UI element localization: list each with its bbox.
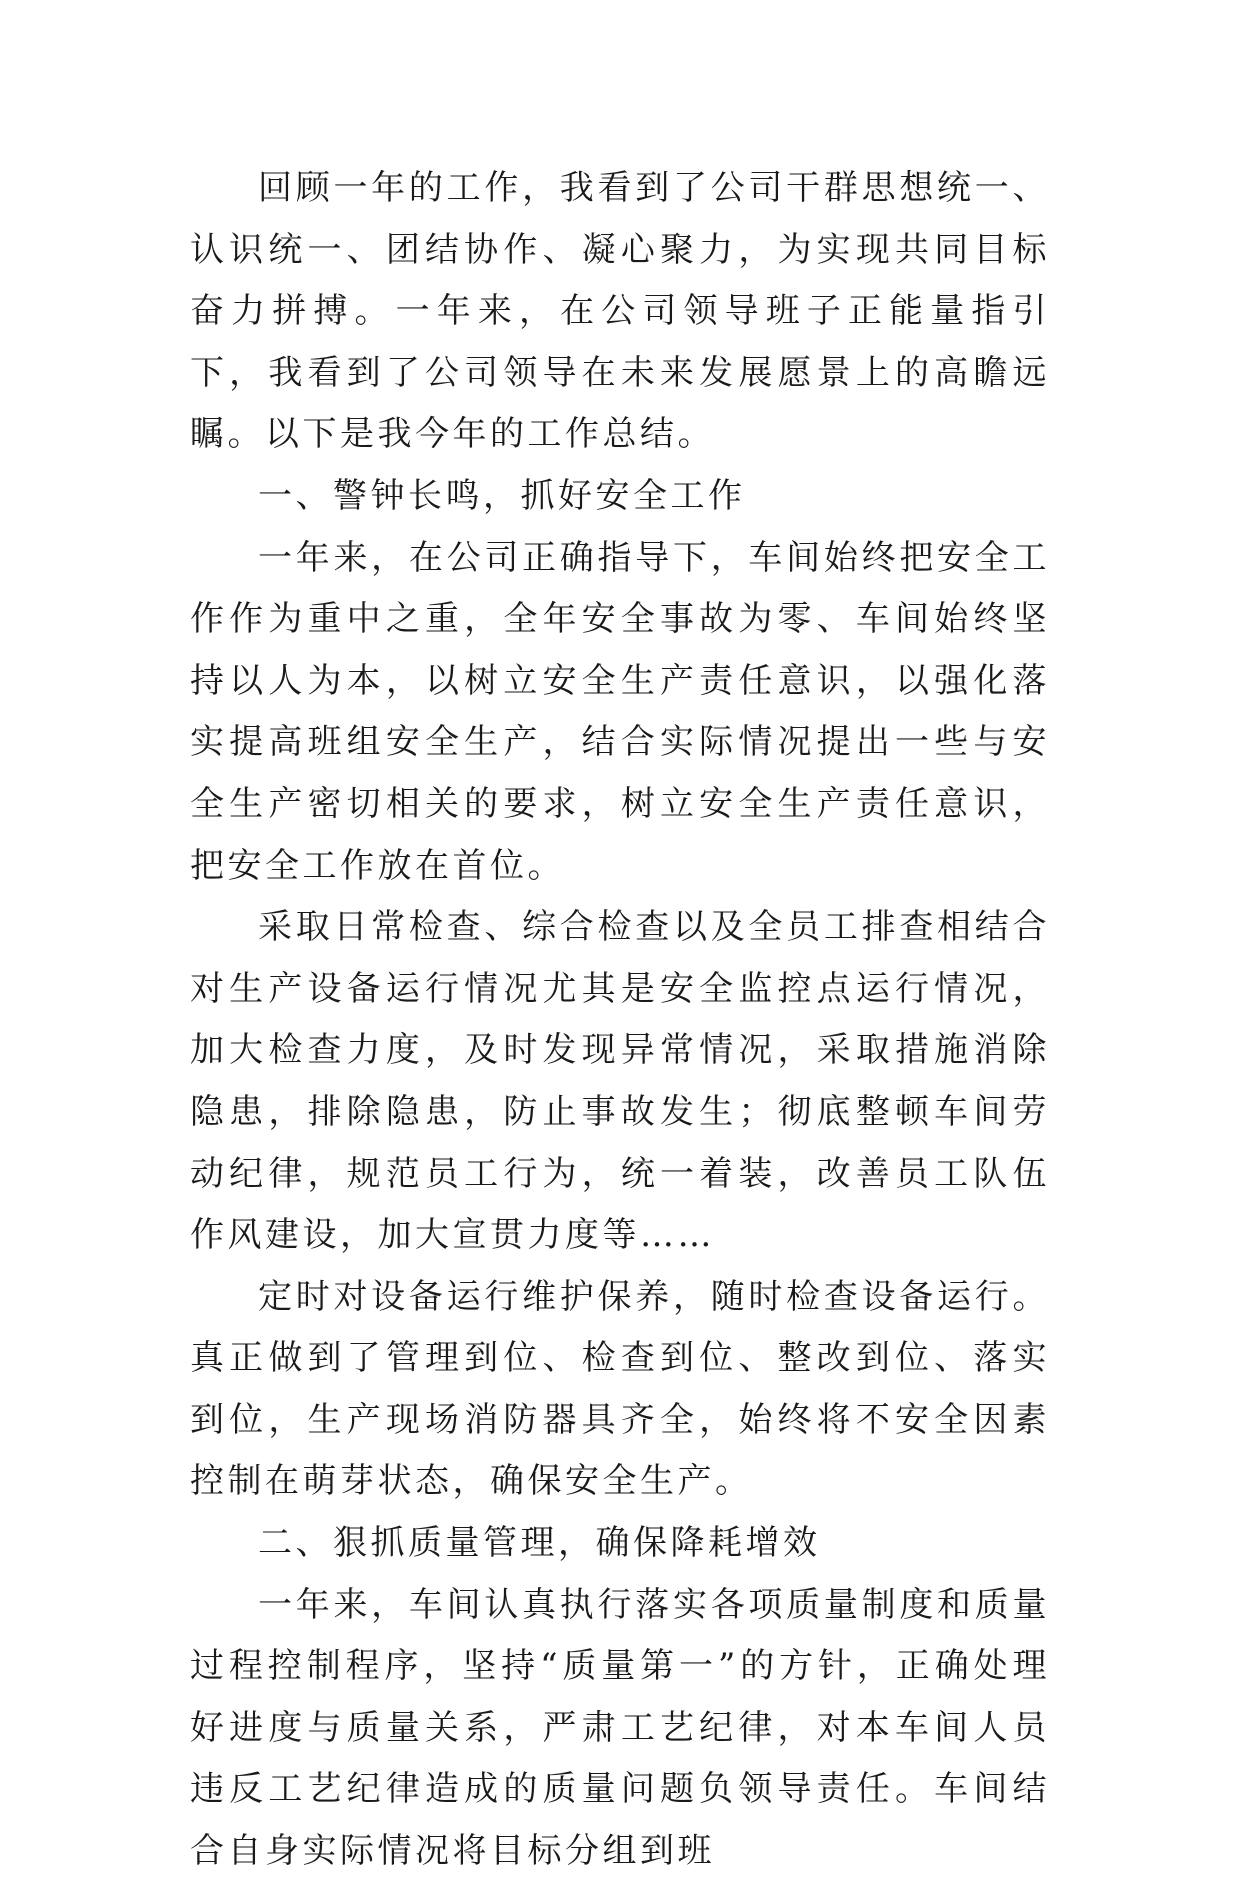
paragraph-safety-overview: 一年来，在公司正确指导下，车间始终把安全工作作为重中之重，全年安全事故为零、车间始终坚持以人为本，以树立安全生产责任意识，以强化落实提高班组安全生产，结合实际情况提出一些与安全生产密切相关的要求，树立安全生产责任意识，把安全工作放在首位。: [190, 537, 1050, 886]
paragraph-equipment-maintenance: 定时对设备运行维护保养，随时检查设备运行。真正做到了管理到位、检查到位、整改到位、落实到位，生产现场消防器具齐全，始终将不安全因素控制在萌芽状态，确保安全生产。: [190, 1276, 1050, 1502]
paragraph-safety-inspection: 采取日常检查、综合检查以及全员工排查相结合对生产设备运行情况尤其是安全监控点运行情况，加大检查力度，及时发现异常情况，采取措施消除隐患，排除隐患，防止事故发生；彻底整顿车间劳动纪律，规范员工行为，统一着装，改善员工队伍作风建设，加大宣贯力度等……: [190, 907, 1050, 1256]
paragraph-quality-overview: 一年来，车间认真执行落实各项质量制度和质量过程控制程序，坚持“质量第一”的方针，正确处理好进度与质量关系，严肃工艺纪律，对本车间人员违反工艺纪律造成的质量问题负领导责任。车间结合自身实际情况将目标分组到班: [190, 1584, 1050, 1872]
paragraph-intro: 回顾一年的工作，我看到了公司干群思想统一、认识统一、团结协作、凝心聚力，为实现共同目标奋力拼搏。一年来，在公司领导班子正能量指引下，我看到了公司领导在未来发展愿景上的高瞻远瞩。以下是我今年的工作总结。: [190, 168, 1050, 455]
section-heading-safety: 一、警钟长鸣，抓好安全工作: [258, 475, 746, 516]
section-heading-quality: 二、狠抓质量管理，确保降耗增效: [258, 1523, 821, 1564]
document-body: [190, 158, 1050, 1883]
